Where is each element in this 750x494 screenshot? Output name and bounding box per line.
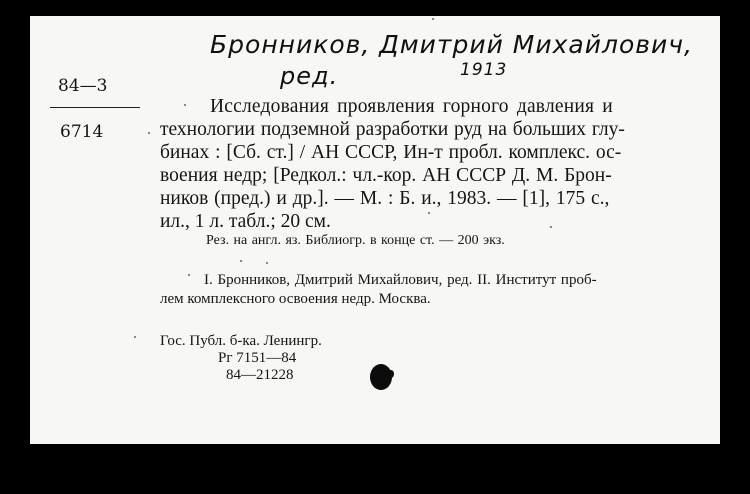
speck xyxy=(188,274,190,276)
ink-blot-small xyxy=(388,370,394,378)
call-number-divider xyxy=(50,107,140,108)
handwritten-author-name: Бронников, Дмитрий Михайлович, xyxy=(210,30,693,59)
description-line-3: бинах : [Сб. ст.] / АН СССР, Ин-т пробл. комплекс. ос- xyxy=(160,142,622,163)
speck xyxy=(550,226,552,228)
call-number-top: 84—3 xyxy=(58,76,108,96)
library-number-1: Рг 7151—84 xyxy=(218,350,297,366)
speck xyxy=(240,260,242,262)
description-line-4: воения недр; [Редкол.: чл.-кор. АН СССР Д. М. Брон- xyxy=(160,165,612,186)
speck xyxy=(428,212,430,214)
title-line-1: Исследования проявления горного давления и xyxy=(210,96,613,117)
tracings-line-2: лем комплексного освоения недр. Москва. xyxy=(160,291,431,307)
speck xyxy=(148,132,150,134)
description-line-5: ников (пред.) и др.]. — М. : Б. и., 1983. — [1], 175 с., xyxy=(160,188,610,209)
tracings-line-1: I. Бронников, Дмитрий Михайлович, ред. II. Институт проб- xyxy=(204,272,597,288)
notes-line: Рез. на англ. яз. Библиогр. в конце ст. — 200 экз. xyxy=(206,233,505,248)
catalog-card xyxy=(30,16,720,444)
speck xyxy=(184,104,186,106)
library-name: Гос. Публ. б-ка. Ленингр. xyxy=(160,333,322,349)
speck xyxy=(266,262,268,264)
description-line-6: ил., 1 л. табл.; 20 см. xyxy=(160,211,331,232)
library-number-2: 84—21228 xyxy=(226,367,294,383)
description-line-2: технологии подземной разработки руд на больших глу- xyxy=(160,119,625,140)
handwritten-role: ред. xyxy=(280,62,339,90)
handwritten-year: 1913 xyxy=(460,60,508,80)
call-number-bottom: 6714 xyxy=(60,122,104,142)
speck xyxy=(134,336,136,338)
speck xyxy=(432,18,434,20)
